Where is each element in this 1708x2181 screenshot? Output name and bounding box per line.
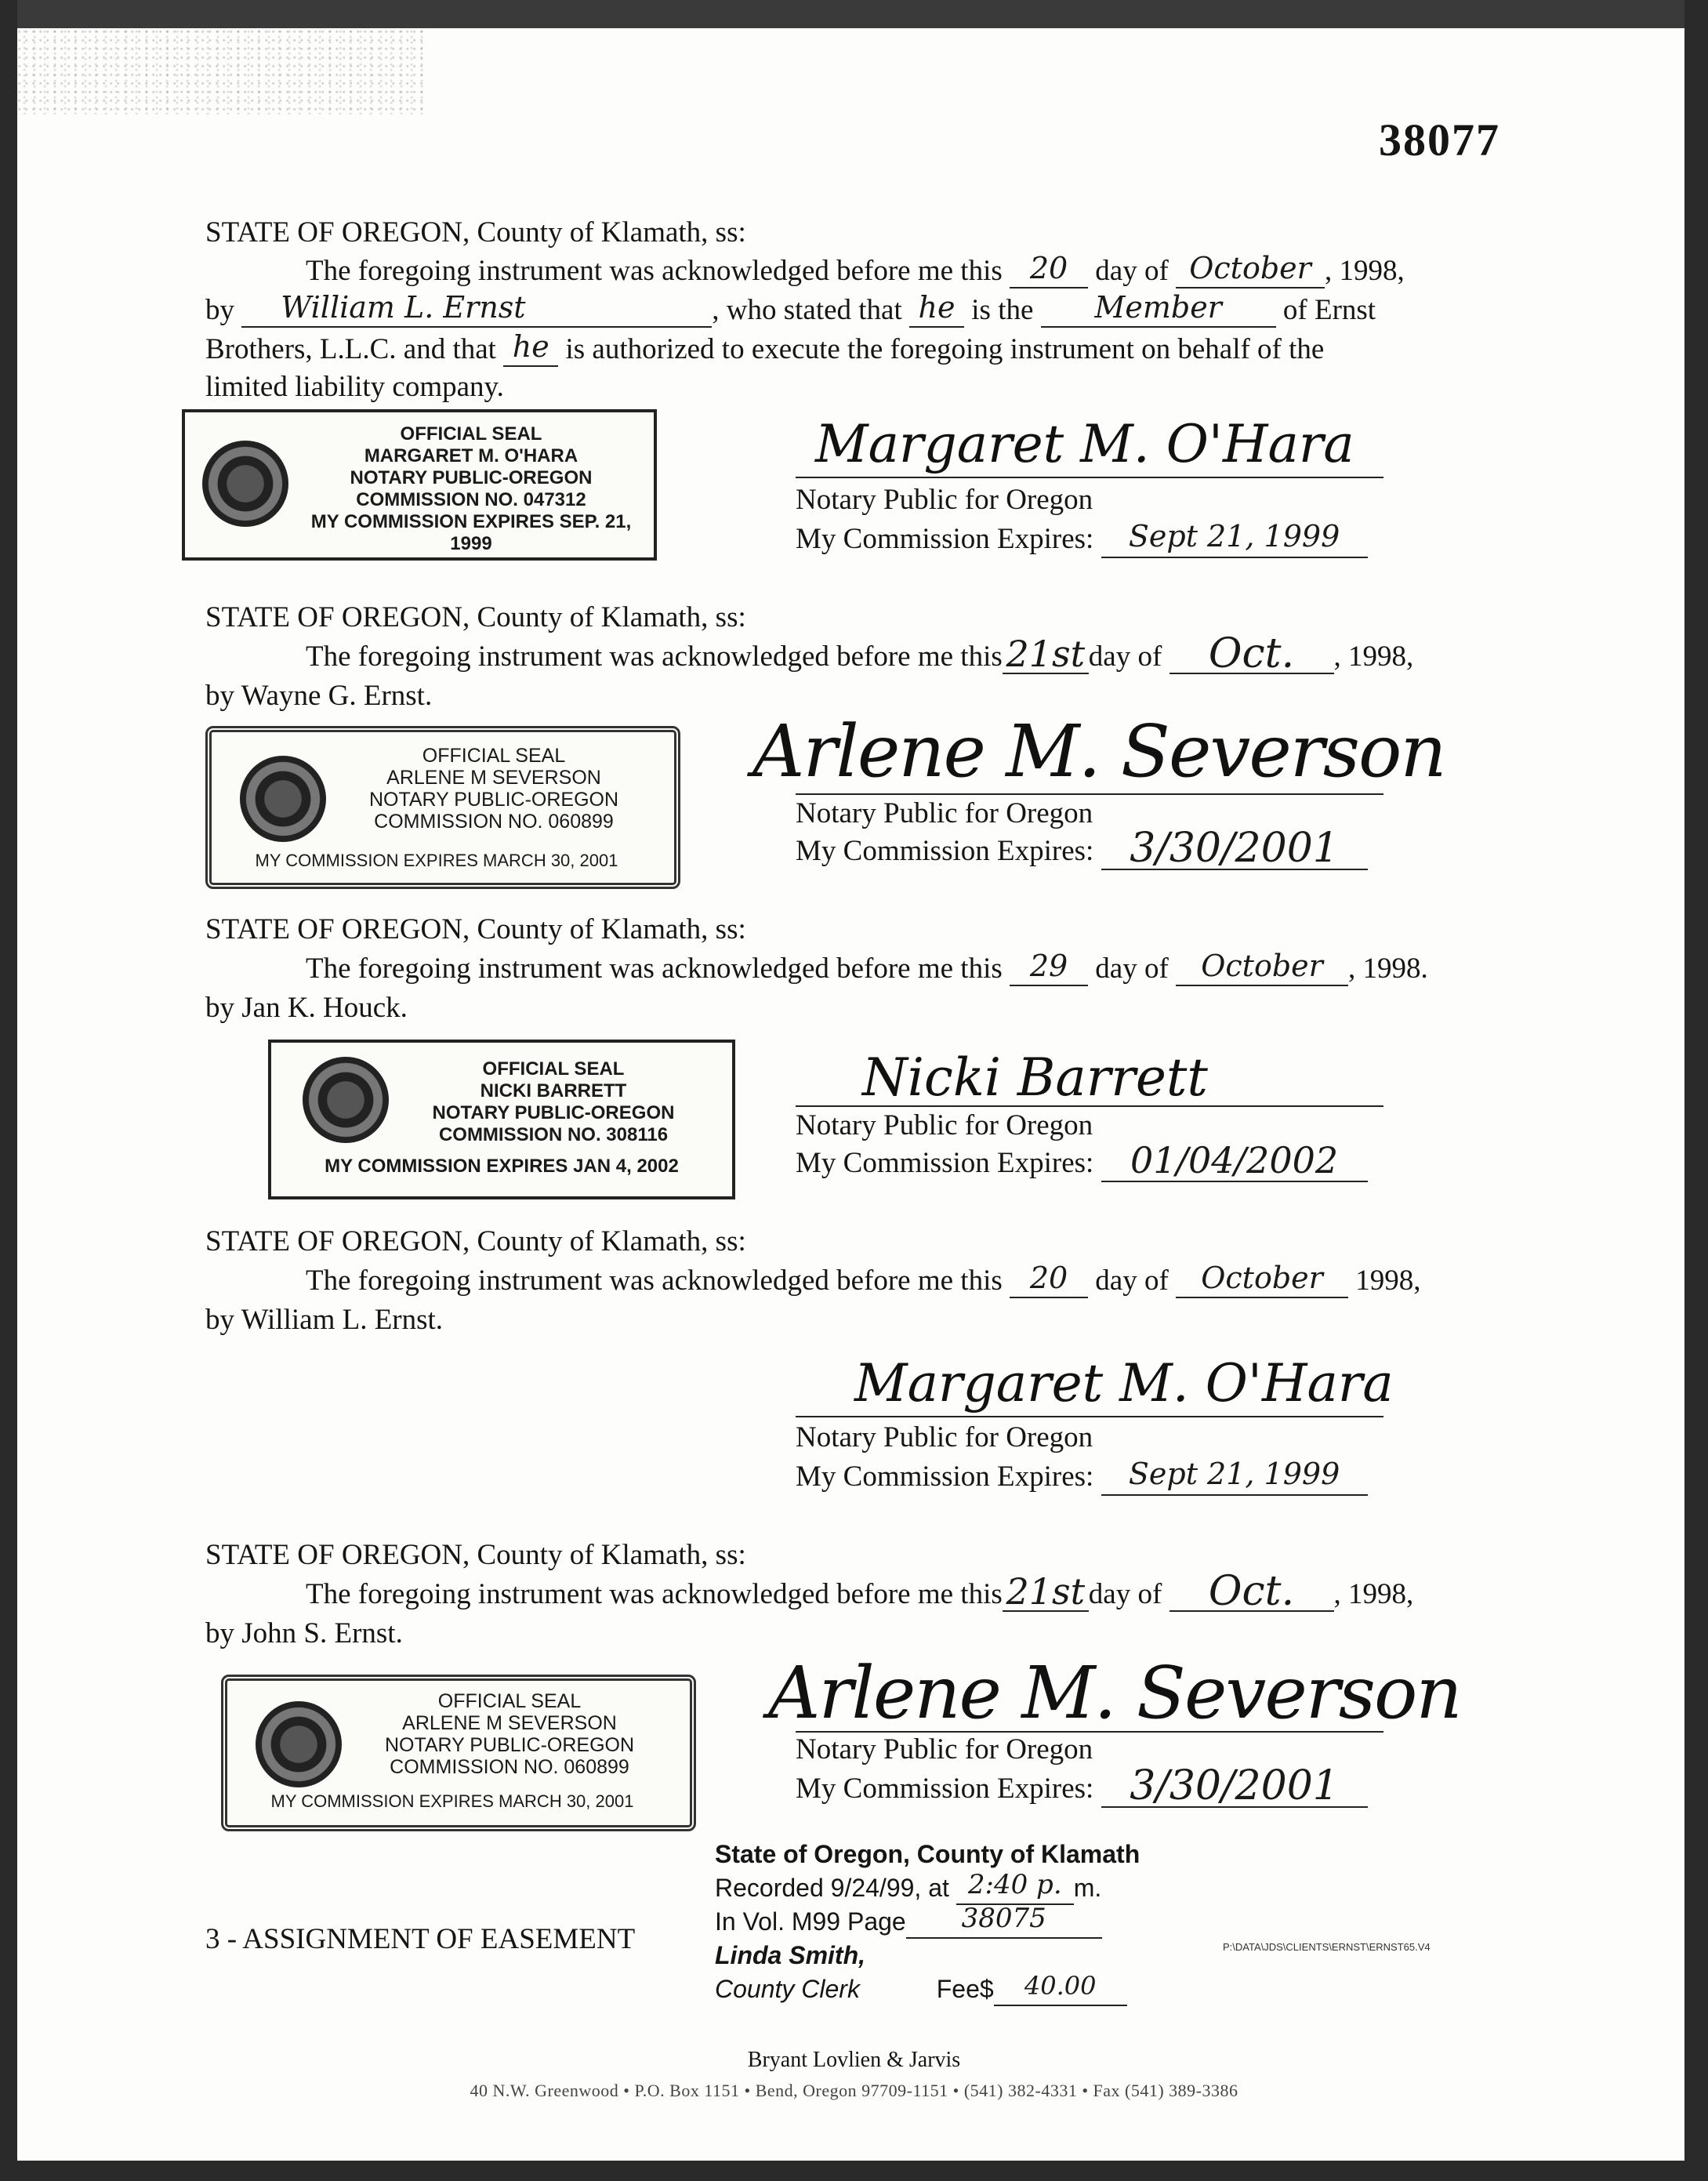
signature-line-4 — [796, 1416, 1383, 1417]
block-4-by-line: by William L. Ernst. — [205, 1304, 444, 1336]
notary-label-1: Notary Public for Oregon — [796, 484, 1093, 516]
block-3-ack-line: The foregoing instrument was acknowledged before me this 29 day of October , 1998. — [306, 949, 1428, 985]
scan-noise — [17, 28, 425, 114]
scan-border-top — [0, 0, 1708, 28]
block-1-line-3: Brothers, L.L.C. and that he is authorized to execute the foregoing instrument on behalf of the — [205, 329, 1325, 365]
notary-label-2: Notary Public for Oregon — [796, 797, 1093, 829]
block-1-day-blank: 20 — [1010, 256, 1088, 289]
block-1-pronoun-blank: he — [909, 295, 964, 328]
expires-line-5: My Commission Expires: 3/30/2001 — [796, 1770, 1368, 1808]
seal-emblem-icon — [202, 441, 288, 527]
notary-seal-3: OFFICIAL SEAL NICKI BARRETT NOTARY PUBLIC-OREGON COMMISSION NO. 308116 MY COMMISSION EXPIRES JAN 4, 2002 — [268, 1040, 735, 1199]
block-4-header: STATE OF OREGON, County of Klamath, ss: — [205, 1225, 746, 1257]
block-5-header: STATE OF OREGON, County of Klamath, ss: — [205, 1539, 746, 1571]
block-1-name-blank: William L. Ernst — [241, 295, 712, 328]
expires-line-3: My Commission Expires: 01/04/2002 — [796, 1145, 1368, 1182]
block-1-role-blank: Member — [1041, 295, 1276, 328]
block-1-header: STATE OF OREGON, County of Klamath, ss: — [205, 216, 746, 249]
document-number: 38077 — [1379, 114, 1500, 165]
block-4-ack-line: The foregoing instrument was acknowledged before me this 20 day of October 1998, — [306, 1261, 1421, 1297]
block-2-header: STATE OF OREGON, County of Klamath, ss: — [205, 601, 746, 633]
signature-5: Arlene M. Severson — [768, 1651, 1461, 1735]
page-label: 3 - ASSIGNMENT OF EASEMENT — [205, 1923, 636, 1955]
block-2-ack-line: The foregoing instrument was acknowledged before me this 21st day of Oct. , 1998, — [306, 630, 1414, 677]
seal-emblem-icon — [303, 1057, 389, 1143]
block-3-by-line: by Jan K. Houck. — [205, 992, 408, 1024]
notary-label-4: Notary Public for Oregon — [796, 1421, 1093, 1453]
signature-1: Margaret M. O'Hara — [815, 414, 1354, 474]
block-1-month-blank: October — [1176, 256, 1325, 289]
expires-line-2: My Commission Expires: 3/30/2001 — [796, 833, 1368, 870]
scan-border-left — [0, 0, 17, 2181]
block-1-line-4: limited liability company. — [205, 371, 504, 403]
firm-address: 40 N.W. Greenwood • P.O. Box 1151 • Bend, Oregon 97709-1151 • (541) 382-4331 • Fax (541) 389-3386 — [470, 2081, 1238, 2100]
recording-stamp: State of Oregon, County of Klamath Recorded 9/24/99, at 2:40 p. m. In Vol. M99 Page 38075 Linda Smith, County Clerk Fee$ 40.00 — [715, 1838, 1140, 2006]
block-5-ack-line: The foregoing instrument was acknowledged before me this 21st day of Oct. , 1998, — [306, 1568, 1414, 1615]
notary-label-5: Notary Public for Oregon — [796, 1733, 1093, 1765]
signature-line-1 — [796, 477, 1383, 478]
block-1-pronoun-blank-2: he — [503, 334, 558, 367]
file-path: P:\DATA\JDS\CLIENTS\ERNST\ERNST65.V4 — [1223, 1941, 1431, 1953]
notary-seal-1: OFFICIAL SEAL MARGARET M. O'HARA NOTARY PUBLIC-OREGON COMMISSION NO. 047312 MY COMMISSION EXPIRES SEP. 21, 1999 — [182, 409, 657, 561]
block-5-by-line: by John S. Ernst. — [205, 1617, 403, 1649]
signature-4: Margaret M. O'Hara — [854, 1353, 1394, 1413]
notary-seal-5: OFFICIAL SEAL ARLENE M SEVERSON NOTARY PUBLIC-OREGON COMMISSION NO. 060899 MY COMMISSION EXPIRES MARCH 30, 2001 — [221, 1675, 696, 1831]
expires-line-4: My Commission Expires: Sept 21, 1999 — [796, 1458, 1368, 1496]
block-3-header: STATE OF OREGON, County of Klamath, ss: — [205, 913, 746, 945]
block-1-ack-line: The foregoing instrument was acknowledged before me this 20 day of October , 1998, — [306, 251, 1405, 287]
seal-emblem-icon — [256, 1701, 342, 1787]
notary-label-3: Notary Public for Oregon — [796, 1109, 1093, 1141]
block-1-by-line: by William L. Ernst , who stated that he is the Member of Ernst — [205, 290, 1376, 326]
block-2-by-line: by Wayne G. Ernst. — [205, 680, 433, 712]
expires-line-1: My Commission Expires: Sept 21, 1999 — [796, 521, 1368, 558]
seal-emblem-icon — [240, 756, 326, 842]
signature-2: Arlene M. Severson — [752, 709, 1445, 793]
notary-seal-2: OFFICIAL SEAL ARLENE M SEVERSON NOTARY PUBLIC-OREGON COMMISSION NO. 060899 MY COMMISSION EXPIRES MARCH 30, 2001 — [205, 726, 680, 889]
signature-3: Nicki Barrett — [862, 1047, 1208, 1108]
scan-border-right — [1684, 0, 1708, 2181]
scan-border-bottom — [0, 2161, 1708, 2181]
firm-name: Bryant Lovlien & Jarvis — [747, 2048, 961, 2072]
